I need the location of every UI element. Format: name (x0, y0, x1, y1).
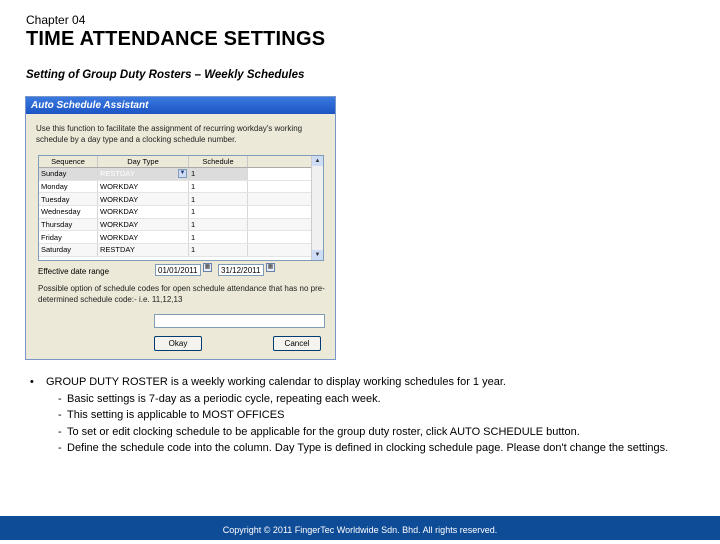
chevron-down-icon[interactable]: ▼ (179, 170, 186, 176)
bullet-icon: • (30, 376, 34, 388)
bullet-sub (30, 424, 700, 441)
bullet-sub-text: This setting is applicable to MOST OFFICES (67, 409, 285, 421)
bullet-main (30, 374, 700, 391)
sequence-cell: Monday (39, 180, 98, 193)
effective-date-label: Effective date range (38, 267, 110, 276)
blank-cell (248, 206, 313, 219)
schedule-cell[interactable]: 1 (189, 231, 248, 244)
schedule-cell[interactable]: 1 (189, 206, 248, 219)
schedule-cell[interactable]: 1 (189, 244, 248, 257)
schedule-code-input[interactable] (154, 314, 325, 328)
sequence-cell: Wednesday (39, 206, 98, 219)
date-from-field[interactable]: 01/01/2011 (155, 264, 201, 276)
sequence-cell: Tuesday (39, 193, 98, 206)
day-type-dropdown[interactable] (98, 168, 189, 181)
blank-cell (248, 231, 313, 244)
table-row[interactable] (39, 193, 312, 206)
bullet-main-text: GROUP DUTY ROSTER is a weekly working calendar to display working schedules for 1 year. (46, 376, 506, 388)
schedule-cell[interactable]: 1 (189, 180, 248, 193)
sequence-cell: Saturday (39, 244, 98, 257)
vertical-scrollbar[interactable] (311, 156, 323, 260)
blank-cell (248, 244, 313, 257)
scroll-down-icon[interactable]: ▼ (312, 250, 323, 260)
dialog-description: Use this function to facilitate the assignment of recurring workday's working schedule by a day type and a clocking schedule number. (36, 124, 303, 144)
day-type-cell[interactable]: WORKDAY (98, 180, 189, 193)
dash-icon: - (58, 425, 62, 438)
day-type-cell[interactable]: WORKDAY (98, 231, 189, 244)
dash-icon: - (58, 409, 62, 421)
schedule-grid (38, 155, 324, 261)
schedule-cell[interactable]: 1 (189, 218, 248, 231)
blank-cell (248, 168, 313, 181)
table-row[interactable] (39, 244, 312, 257)
day-type-cell[interactable]: WORKDAY (98, 206, 189, 219)
column-header-blank (248, 156, 313, 168)
bullet-sub (30, 407, 700, 424)
day-type-cell[interactable]: RESTDAY (98, 244, 189, 257)
dash-icon: - (58, 442, 62, 454)
bullet-sub-text: To set or edit clocking schedule to be applicable for the group duty roster, click AUTO SCHEDULE button. (67, 425, 580, 438)
schedule-code-note: Possible option of schedule codes for open schedule attendance that has no pre-determined schedule code:- i.e. 11,12,13 (38, 284, 325, 304)
cancel-button[interactable]: Cancel (273, 336, 321, 351)
schedule-cell[interactable]: 1 (189, 168, 248, 181)
blank-cell (248, 218, 313, 231)
calendar-icon[interactable]: ▦ (204, 264, 211, 270)
page-title: TIME ATTENDANCE SETTINGS (26, 28, 326, 50)
table-row[interactable] (39, 231, 312, 244)
bullet-sub (30, 440, 700, 457)
okay-button[interactable]: Okay (154, 336, 202, 351)
column-header-day-type[interactable]: Day Type (98, 156, 189, 168)
dash-icon: - (58, 392, 62, 405)
sequence-cell: Sunday (39, 168, 98, 181)
section-subtitle: Setting of Group Duty Rosters – Weekly Schedules (26, 69, 305, 81)
dialog-title: Auto Schedule Assistant (26, 97, 335, 114)
bullet-list (30, 374, 700, 457)
table-row[interactable] (39, 206, 312, 219)
scroll-up-icon[interactable]: ▲ (312, 156, 323, 166)
column-header-schedule[interactable]: Schedule (189, 156, 248, 168)
sequence-cell: Friday (39, 231, 98, 244)
sequence-cell: Thursday (39, 218, 98, 231)
bullet-sub-text: Basic settings is 7-day as a periodic cycle, repeating each week. (67, 392, 381, 405)
bullet-sub-text: Define the schedule code into the column. Day Type is defined in clocking schedule page. Please don't change the settings. (67, 442, 669, 454)
bullet-sub (30, 391, 700, 408)
chapter-label: Chapter 04 (26, 13, 86, 27)
date-to-field[interactable]: 31/12/2011 (218, 264, 264, 276)
blank-cell (248, 193, 313, 206)
day-type-cell[interactable]: WORKDAY (98, 193, 189, 206)
day-type-cell[interactable]: WORKDAY (98, 218, 189, 231)
blank-cell (248, 180, 313, 193)
table-row[interactable] (39, 180, 312, 193)
column-header-sequence[interactable]: Sequence (39, 156, 98, 168)
calendar-icon[interactable]: ▦ (267, 264, 274, 270)
schedule-cell[interactable]: 1 (189, 193, 248, 206)
table-row[interactable] (39, 218, 312, 231)
auto-schedule-dialog (25, 96, 336, 360)
copyright-footer: Copyright © 2011 FingerTec Worldwide Sdn. Bhd. All rights reserved. (0, 516, 720, 540)
table-row[interactable] (39, 168, 312, 181)
day-type-value: RESTDAY (100, 169, 135, 179)
